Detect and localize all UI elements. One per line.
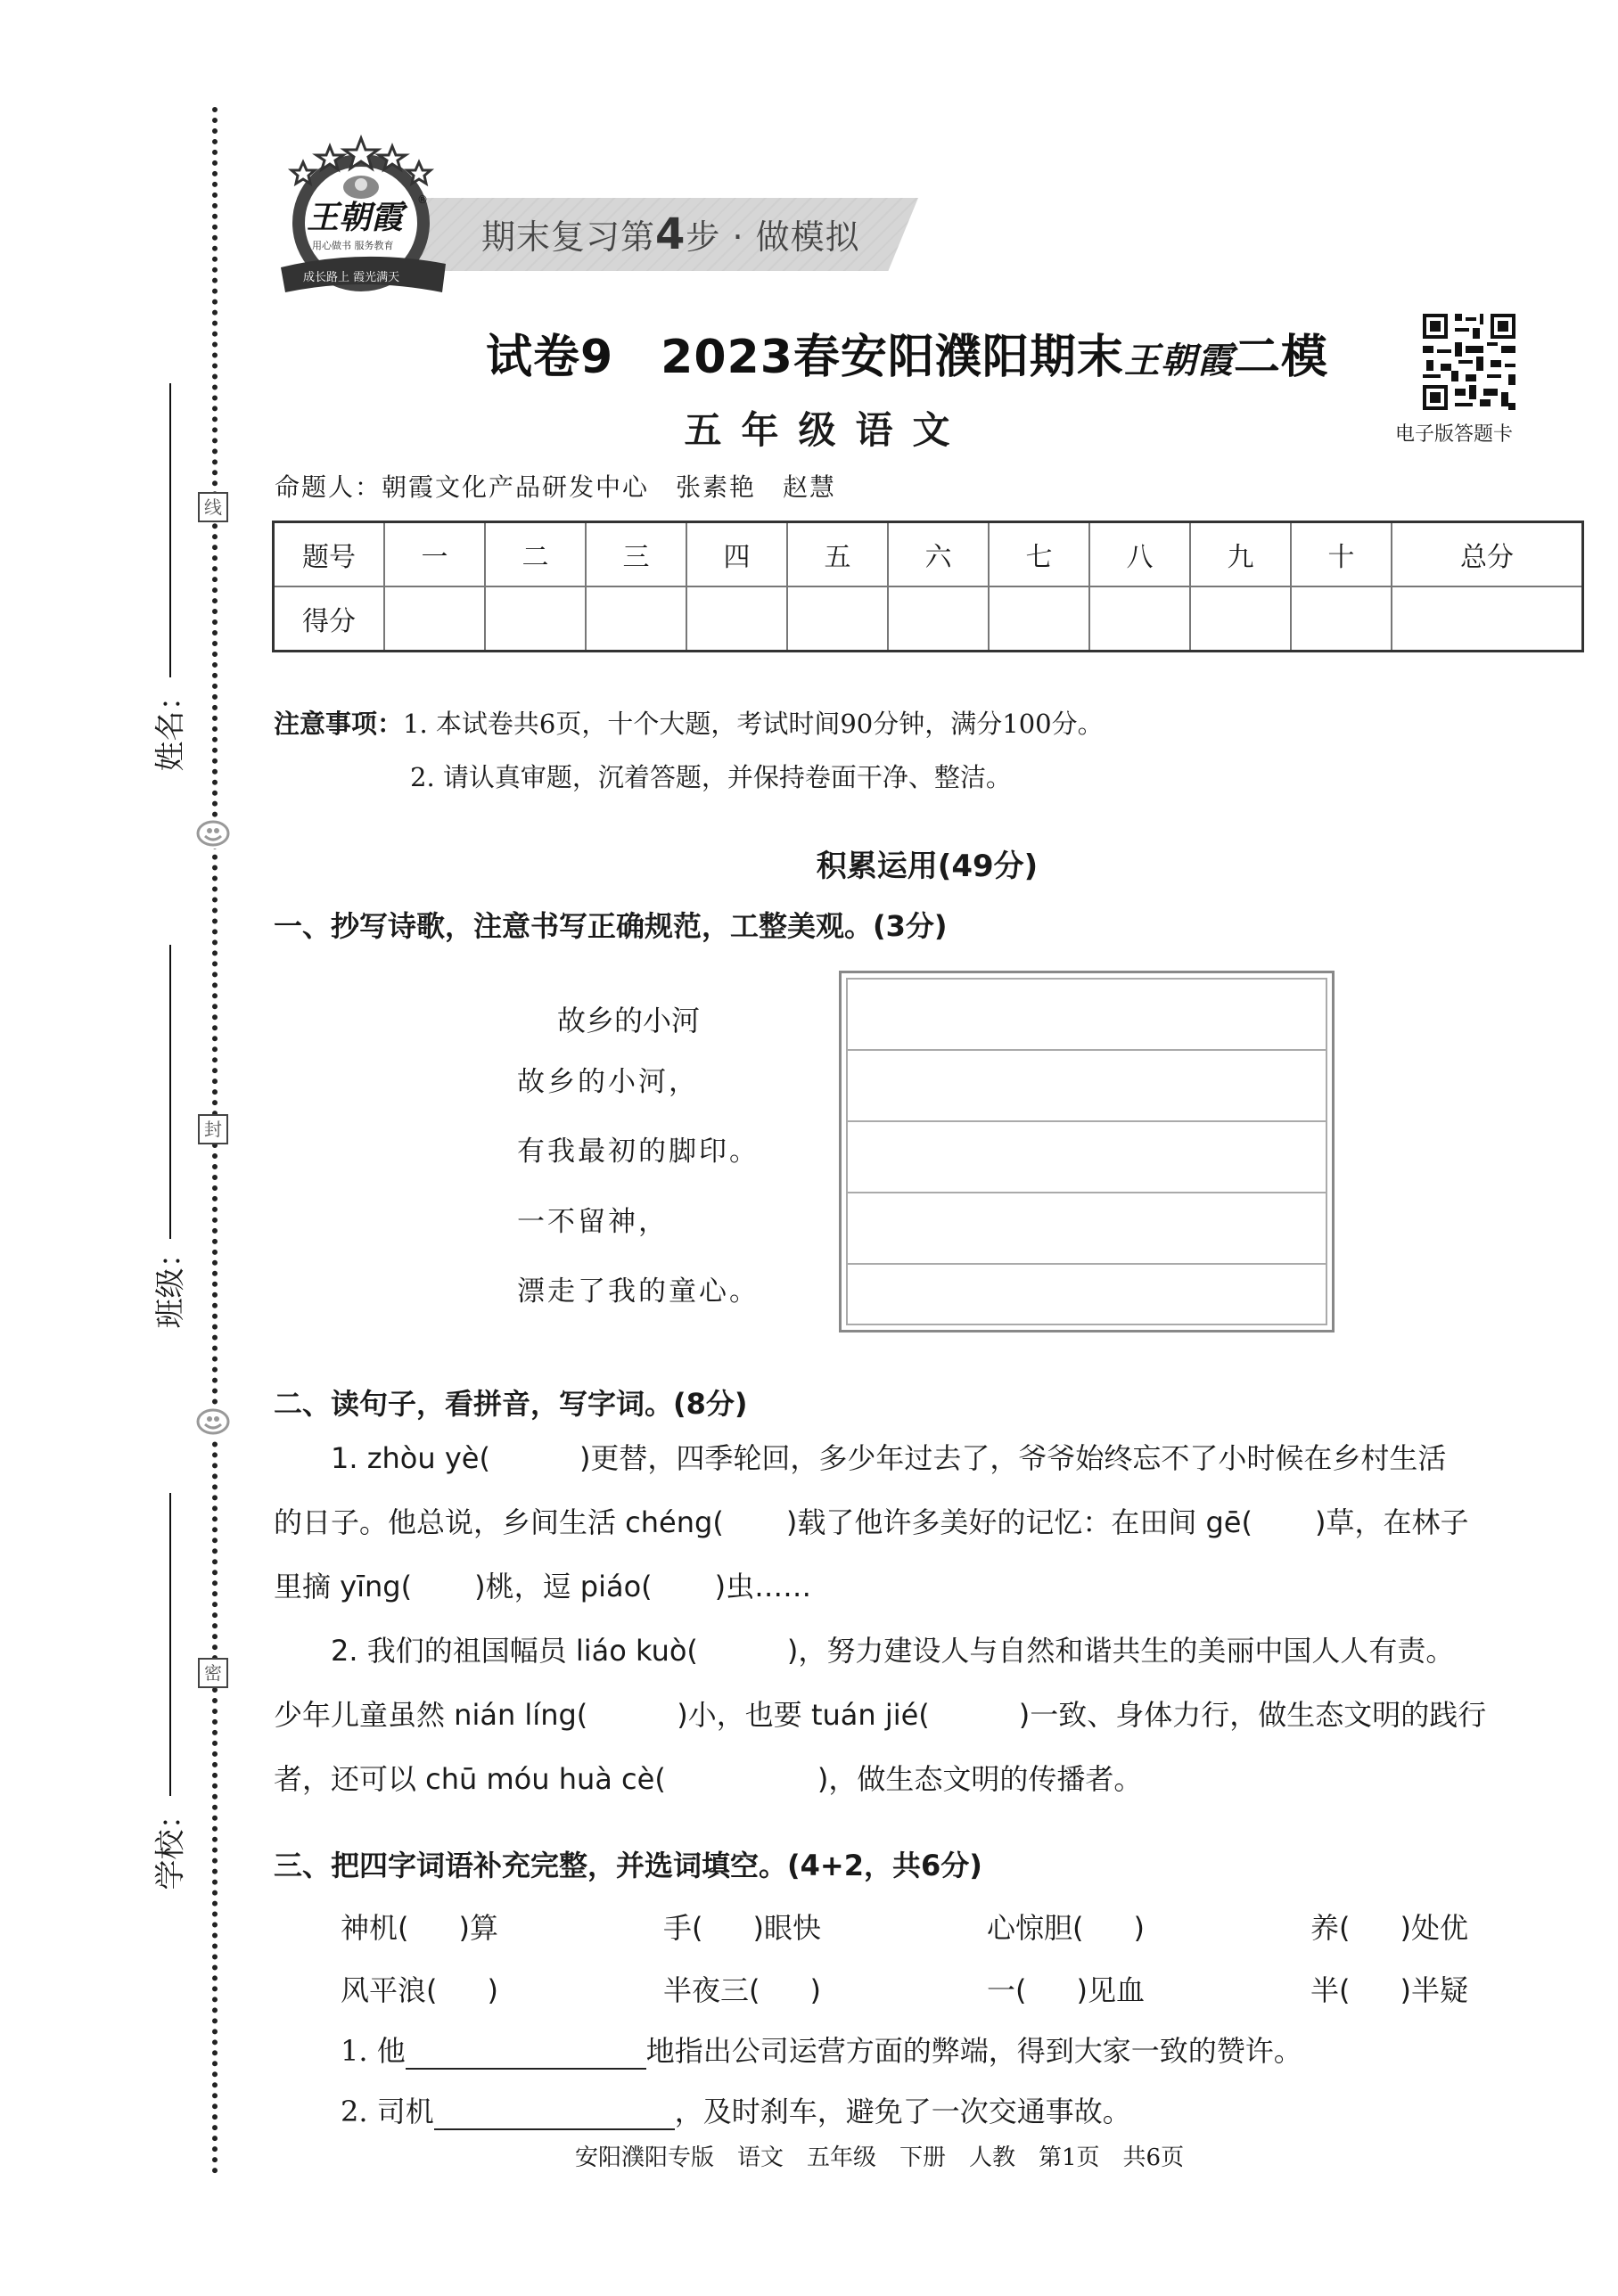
- notes-item-1: [274, 704, 1104, 741]
- poem-title: 故乡的小河: [557, 1004, 701, 1037]
- column-header: 四: [686, 522, 787, 587]
- page-footer: 安阳濮阳专版 语文 五年级 下册 人教 第1页 共6页: [575, 2144, 1185, 2171]
- seal-line-mark: 线: [198, 492, 228, 522]
- idiom-text: 神机(: [341, 1911, 409, 1945]
- score-cell[interactable]: [1291, 586, 1392, 652]
- notes-label: 注意事项：: [274, 709, 404, 739]
- logo-slogan: 用心做书 服务教育: [312, 240, 394, 251]
- score-cell[interactable]: [686, 586, 787, 652]
- score-cell-total[interactable]: [1392, 586, 1583, 652]
- column-header: 一: [384, 522, 485, 587]
- column-header: 七: [989, 522, 1089, 587]
- q2-text: )虫……: [714, 1570, 812, 1603]
- copy-line[interactable]: [848, 1193, 1326, 1265]
- idiom-item: [1310, 1968, 1468, 2009]
- fill-text: 2. 司机: [341, 2095, 434, 2128]
- idiom-text: 手(: [663, 1911, 703, 1945]
- q2-text: 1. zhòu yè(: [274, 1441, 490, 1475]
- q2-text: )小，也要 tuán jié(: [677, 1698, 930, 1732]
- fill-blank[interactable]: [406, 2041, 646, 2070]
- idiom-text: 养(: [1310, 1911, 1351, 1945]
- banner-step-text: [481, 209, 860, 259]
- question-2-text: [274, 1426, 1584, 1811]
- q2-line: [274, 1619, 1584, 1683]
- column-header: 三: [586, 522, 686, 587]
- q2-line: [274, 1426, 1584, 1490]
- swirl-emblem-icon: [196, 1406, 230, 1437]
- idiom-text: 心惊胆(: [987, 1911, 1084, 1945]
- q2-text: 少年儿童虽然 nián líng(: [274, 1698, 588, 1732]
- idiom-item: [1310, 1906, 1468, 1947]
- idiom-text: 风平浪(: [341, 1973, 438, 2007]
- fill-sentence-1: [341, 2029, 1302, 2070]
- idiom-item: [987, 1906, 1145, 1947]
- q2-text: 2. 我们的祖国幅员 liáo kuò(: [274, 1634, 698, 1668]
- q2-line: [274, 1554, 1584, 1619]
- exam-title-suffix: 二模: [1233, 331, 1328, 384]
- column-header: 八: [1089, 522, 1190, 587]
- idiom-text: )处优: [1400, 1911, 1468, 1945]
- idiom-item: [663, 1906, 821, 1947]
- score-cell[interactable]: [485, 586, 586, 652]
- logo-ribbon-text: 成长路上 霞光满天: [303, 271, 400, 284]
- q2-line: [274, 1747, 1584, 1811]
- exam-subtitle: 五年级语文: [684, 408, 970, 452]
- logo-brand-text: 王朝霞: [307, 199, 404, 236]
- idiom-text: )半疑: [1400, 1973, 1468, 2007]
- q2-text: 者，还可以 chū móu huà cè(: [274, 1762, 666, 1796]
- banner-suffix: 步 · 做模拟: [686, 217, 860, 257]
- idiom-text: )见血: [1076, 1973, 1145, 2007]
- seal-seal-mark: 封: [198, 1114, 228, 1144]
- poem-copy-box: [839, 971, 1335, 1332]
- score-cell[interactable]: [888, 586, 989, 652]
- fill-text: ，及时刹车，避免了一次交通事故。: [674, 2095, 1131, 2128]
- fill-sentence-2: [341, 2089, 1131, 2130]
- q2-line: [274, 1490, 1584, 1554]
- score-table: [272, 521, 1584, 652]
- idiom-item: [341, 1906, 498, 1947]
- question-1-heading: 一、抄写诗歌，注意书写正确规范，工整美观。(3分): [274, 909, 948, 943]
- column-header-total: 总分: [1392, 522, 1583, 587]
- idiom-text: 半(: [1310, 1973, 1351, 2007]
- exam-title-text: 试卷9 2023春安阳濮阳期末: [486, 331, 1124, 384]
- column-header: 九: [1190, 522, 1291, 587]
- notes-text-1: 1. 本试卷共6页，十个大题，考试时间90分钟，满分100分。: [403, 709, 1104, 739]
- q2-text: )更替，四季轮回，多少年过去了，爷爷始终忘不了小时候在乡村生活: [579, 1441, 1447, 1475]
- idiom-text: )眼快: [752, 1911, 821, 1945]
- score-cell[interactable]: [1190, 586, 1291, 652]
- idiom-item: [341, 1968, 498, 2009]
- idiom-text: ): [809, 1973, 821, 2007]
- section-title: 积累运用(49分): [816, 849, 1039, 884]
- score-table-header-row: [274, 522, 1583, 587]
- row-label-question-number: 题号: [274, 522, 385, 587]
- qr-caption: 电子版答题卡: [1395, 423, 1514, 446]
- q2-text: )草，在林子: [1314, 1505, 1469, 1539]
- copy-line[interactable]: [848, 1051, 1326, 1122]
- notes-item-2: 2. 请认真审题，沉着答题，并保持卷面干净、整洁。: [410, 762, 1012, 792]
- score-cell[interactable]: [989, 586, 1089, 652]
- poem-line: 有我最初的脚印。: [517, 1136, 760, 1168]
- idiom-text: ): [487, 1973, 498, 2007]
- q2-text: )载了他许多美好的记忆：在田间 gē(: [785, 1505, 1253, 1539]
- q2-line: [274, 1683, 1584, 1747]
- publisher-logo: [267, 134, 455, 294]
- column-header: 十: [1291, 522, 1392, 587]
- question-3-heading: 三、把四字词语补充完整，并选词填空。(4+2，共6分): [274, 1849, 982, 1882]
- registered-mark: ®: [417, 193, 428, 206]
- class-field-label: 班级：: [152, 1237, 189, 1329]
- idiom-item: [663, 1968, 821, 2009]
- seal-secret-mark: 密: [198, 1658, 228, 1688]
- q2-text: 里摘 yīng(: [274, 1570, 413, 1603]
- school-field-label: 学校：: [152, 1799, 189, 1890]
- q2-text: )，努力建设人与自然和谐共生的美丽中国人人有责。: [786, 1634, 1455, 1668]
- q2-text: )桃，逗 piáo(: [474, 1570, 653, 1603]
- exam-title: [486, 319, 1328, 386]
- idiom-text: ): [1133, 1911, 1145, 1945]
- qr-code-icon[interactable]: [1419, 310, 1519, 414]
- column-header: 五: [787, 522, 888, 587]
- copy-line[interactable]: [848, 1122, 1326, 1193]
- class-field-line[interactable]: [169, 945, 171, 1239]
- poem-line: 漂走了我的童心。: [517, 1275, 760, 1308]
- name-field-label: 姓名：: [152, 680, 189, 772]
- idiom-text: 半夜三(: [663, 1973, 760, 2007]
- school-field-line[interactable]: [169, 1493, 171, 1796]
- score-cell[interactable]: [787, 586, 888, 652]
- poem-line: 一不留神，: [517, 1206, 669, 1238]
- banner-prefix: 期末复习第: [481, 217, 656, 257]
- title-brand-mark: 王朝霞: [1123, 340, 1234, 381]
- q2-text: )，做生态文明的传播者。: [817, 1762, 1143, 1796]
- score-cell[interactable]: [1089, 586, 1190, 652]
- copy-line[interactable]: [848, 980, 1326, 1051]
- copy-line[interactable]: [848, 1265, 1326, 1334]
- poem-line: 故乡的小河，: [517, 1066, 699, 1098]
- banner-step-number: 4: [655, 209, 686, 259]
- q2-text: 的日子。他总说，乡间生活 chéng(: [274, 1505, 724, 1539]
- column-header: 六: [888, 522, 989, 587]
- score-cell[interactable]: [384, 586, 485, 652]
- fill-blank[interactable]: [434, 2102, 675, 2130]
- column-header: 二: [485, 522, 586, 587]
- idiom-text: 一(: [987, 1973, 1027, 2007]
- fill-text: 地指出公司运营方面的弊端，得到大家一致的赞许。: [645, 2034, 1302, 2068]
- fill-text: 1. 他: [341, 2034, 406, 2068]
- score-table-score-row: [274, 586, 1583, 652]
- row-label-score: 得分: [274, 586, 385, 652]
- score-cell[interactable]: [586, 586, 686, 652]
- idiom-item: [987, 1968, 1145, 2009]
- authors-line: 命题人：朝霞文化产品研发中心 张素艳 赵慧: [275, 472, 837, 502]
- question-2-heading: 二、读句子，看拼音，写字词。(8分): [274, 1387, 748, 1421]
- q2-text: )一致、身体力行，做生态文明的践行: [1018, 1698, 1487, 1732]
- idiom-text: )算: [458, 1911, 498, 1945]
